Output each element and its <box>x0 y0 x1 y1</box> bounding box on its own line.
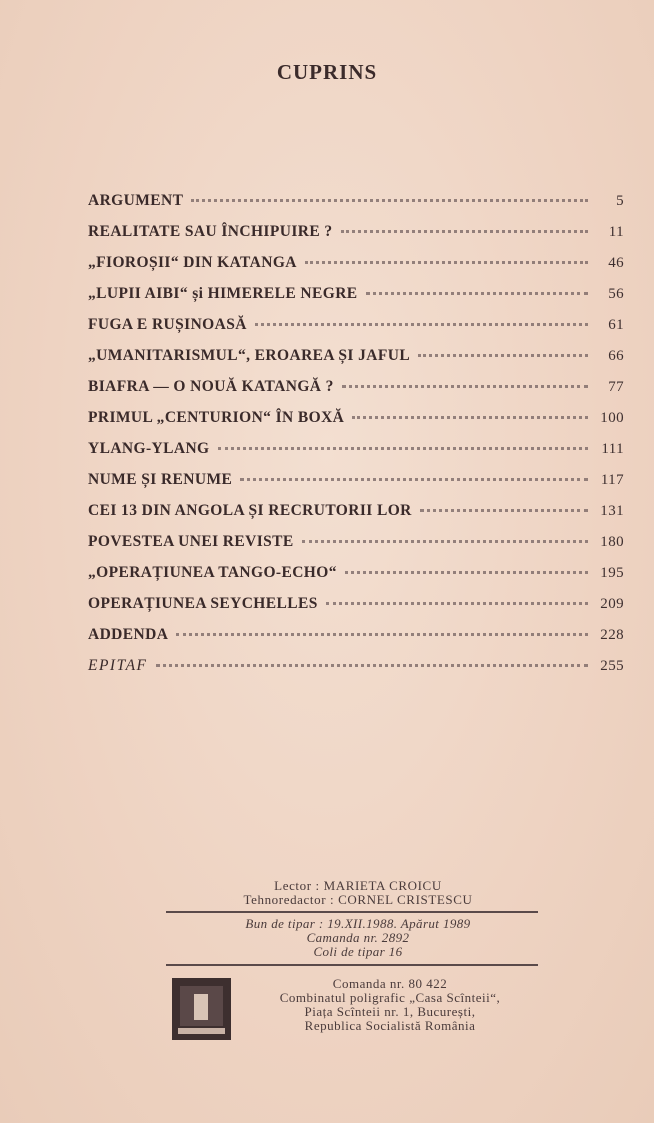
toc-entry-title: FUGA E RUȘINOASĂ <box>88 316 247 333</box>
printer-country-line: Republica Socialistă România <box>304 1018 476 1033</box>
dot-leader <box>255 322 588 326</box>
toc-entry <box>88 471 624 502</box>
toc-entry-page: 180 <box>600 534 624 550</box>
toc-entry <box>88 192 624 223</box>
toc-entry-title: „FIOROȘII“ DIN KATANGA <box>88 254 297 271</box>
toc-entry-title: YLANG-YLANG <box>88 440 210 457</box>
printer-name-line: Combinatul poligrafic „Casa Scînteii“, <box>279 990 501 1005</box>
toc-entry-page: 5 <box>616 193 624 209</box>
toc-entry-page: 195 <box>600 565 624 581</box>
dot-leader <box>240 477 588 481</box>
toc-entry-title: POVESTEA UNEI REVISTE <box>88 533 294 550</box>
toc-entry-title: „LUPII AIBI“ și HIMERELE NEGRE <box>88 285 358 302</box>
toc-entry <box>88 564 624 595</box>
toc-entry-title: EPITAF <box>88 657 148 674</box>
dot-leader <box>326 601 588 605</box>
toc-entry-page: 77 <box>608 379 624 395</box>
dot-leader <box>191 198 588 202</box>
toc-entry-page: 46 <box>608 255 624 271</box>
toc-entry <box>88 316 624 347</box>
print-date-line: Bun de tipar : 19.XII.1988. Apărut 1989 <box>245 916 471 931</box>
toc-entry-page: 131 <box>600 503 624 519</box>
toc-entry-page: 66 <box>608 348 624 364</box>
dot-leader <box>341 229 588 233</box>
dot-leader <box>305 260 588 264</box>
toc-entry-page: 117 <box>600 472 624 488</box>
toc-entry-page: 209 <box>600 596 624 612</box>
toc-entry-page: 228 <box>600 627 624 643</box>
toc-entry-title: „UMANITARISMUL“, EROAREA ȘI JAFUL <box>88 347 411 364</box>
dot-leader <box>366 291 588 295</box>
toc-entry-page: 111 <box>601 441 624 457</box>
dot-leader <box>342 384 588 388</box>
toc-entry <box>88 595 624 626</box>
printer-logo-icon <box>172 978 231 1040</box>
dot-leader <box>418 353 588 357</box>
toc-entry <box>88 285 624 316</box>
credits-block <box>168 879 548 970</box>
dot-leader <box>176 632 588 636</box>
lector-line: Lector : MARIETA CROICU <box>274 878 442 893</box>
toc-entry-title: „OPERAȚIUNEA TANGO-ECHO“ <box>88 564 337 581</box>
toc-entry <box>88 409 624 440</box>
dot-leader <box>352 415 588 419</box>
toc-entry <box>88 378 624 409</box>
toc-entry <box>88 626 624 657</box>
printer-info <box>240 977 540 1033</box>
toc-entry-page: 56 <box>608 286 624 302</box>
toc-entry <box>88 347 624 378</box>
toc-entry-title: ADDENDA <box>88 626 169 643</box>
toc-entry-title: ARGUMENT <box>88 192 184 209</box>
table-of-contents <box>88 192 624 688</box>
toc-entry <box>88 657 624 688</box>
toc-entry-title: BIAFRA — O NOUĂ KATANGĂ ? <box>88 378 334 395</box>
dot-leader <box>302 539 588 543</box>
dot-leader <box>156 663 588 667</box>
divider <box>166 911 538 913</box>
toc-entry-title: CEI 13 DIN ANGOLA ȘI RECRUTORII LOR <box>88 502 412 519</box>
toc-entry <box>88 254 624 285</box>
toc-entry-page: 11 <box>608 224 624 240</box>
toc-entry <box>88 223 624 254</box>
sheets-line: Coli de tipar 16 <box>313 944 403 959</box>
printer-address-line: Piața Scînteii nr. 1, București, <box>304 1004 476 1019</box>
toc-entry-page: 255 <box>600 658 624 674</box>
toc-entry <box>88 502 624 533</box>
toc-entry-title: OPERAȚIUNEA SEYCHELLES <box>88 595 318 612</box>
dot-leader <box>218 446 588 450</box>
tehnoredactor-line: Tehnoredactor : CORNEL CRISTESCU <box>243 892 473 907</box>
dot-leader <box>420 508 588 512</box>
toc-entry-title: NUME ȘI RENUME <box>88 471 233 488</box>
order-number-line: Camanda nr. 2892 <box>306 930 410 945</box>
toc-entry <box>88 440 624 471</box>
divider <box>166 964 538 966</box>
printer-order-line: Comanda nr. 80 422 <box>332 976 448 991</box>
toc-entry <box>88 533 624 564</box>
toc-entry-page: 100 <box>600 410 624 426</box>
toc-entry-title: PRIMUL „CENTURION“ ÎN BOXĂ <box>88 409 345 426</box>
toc-entry-title: REALITATE SAU ÎNCHIPUIRE ? <box>88 223 333 240</box>
toc-entry-page: 61 <box>608 317 624 333</box>
page-title: CUPRINS <box>276 60 378 84</box>
dot-leader <box>345 570 588 574</box>
